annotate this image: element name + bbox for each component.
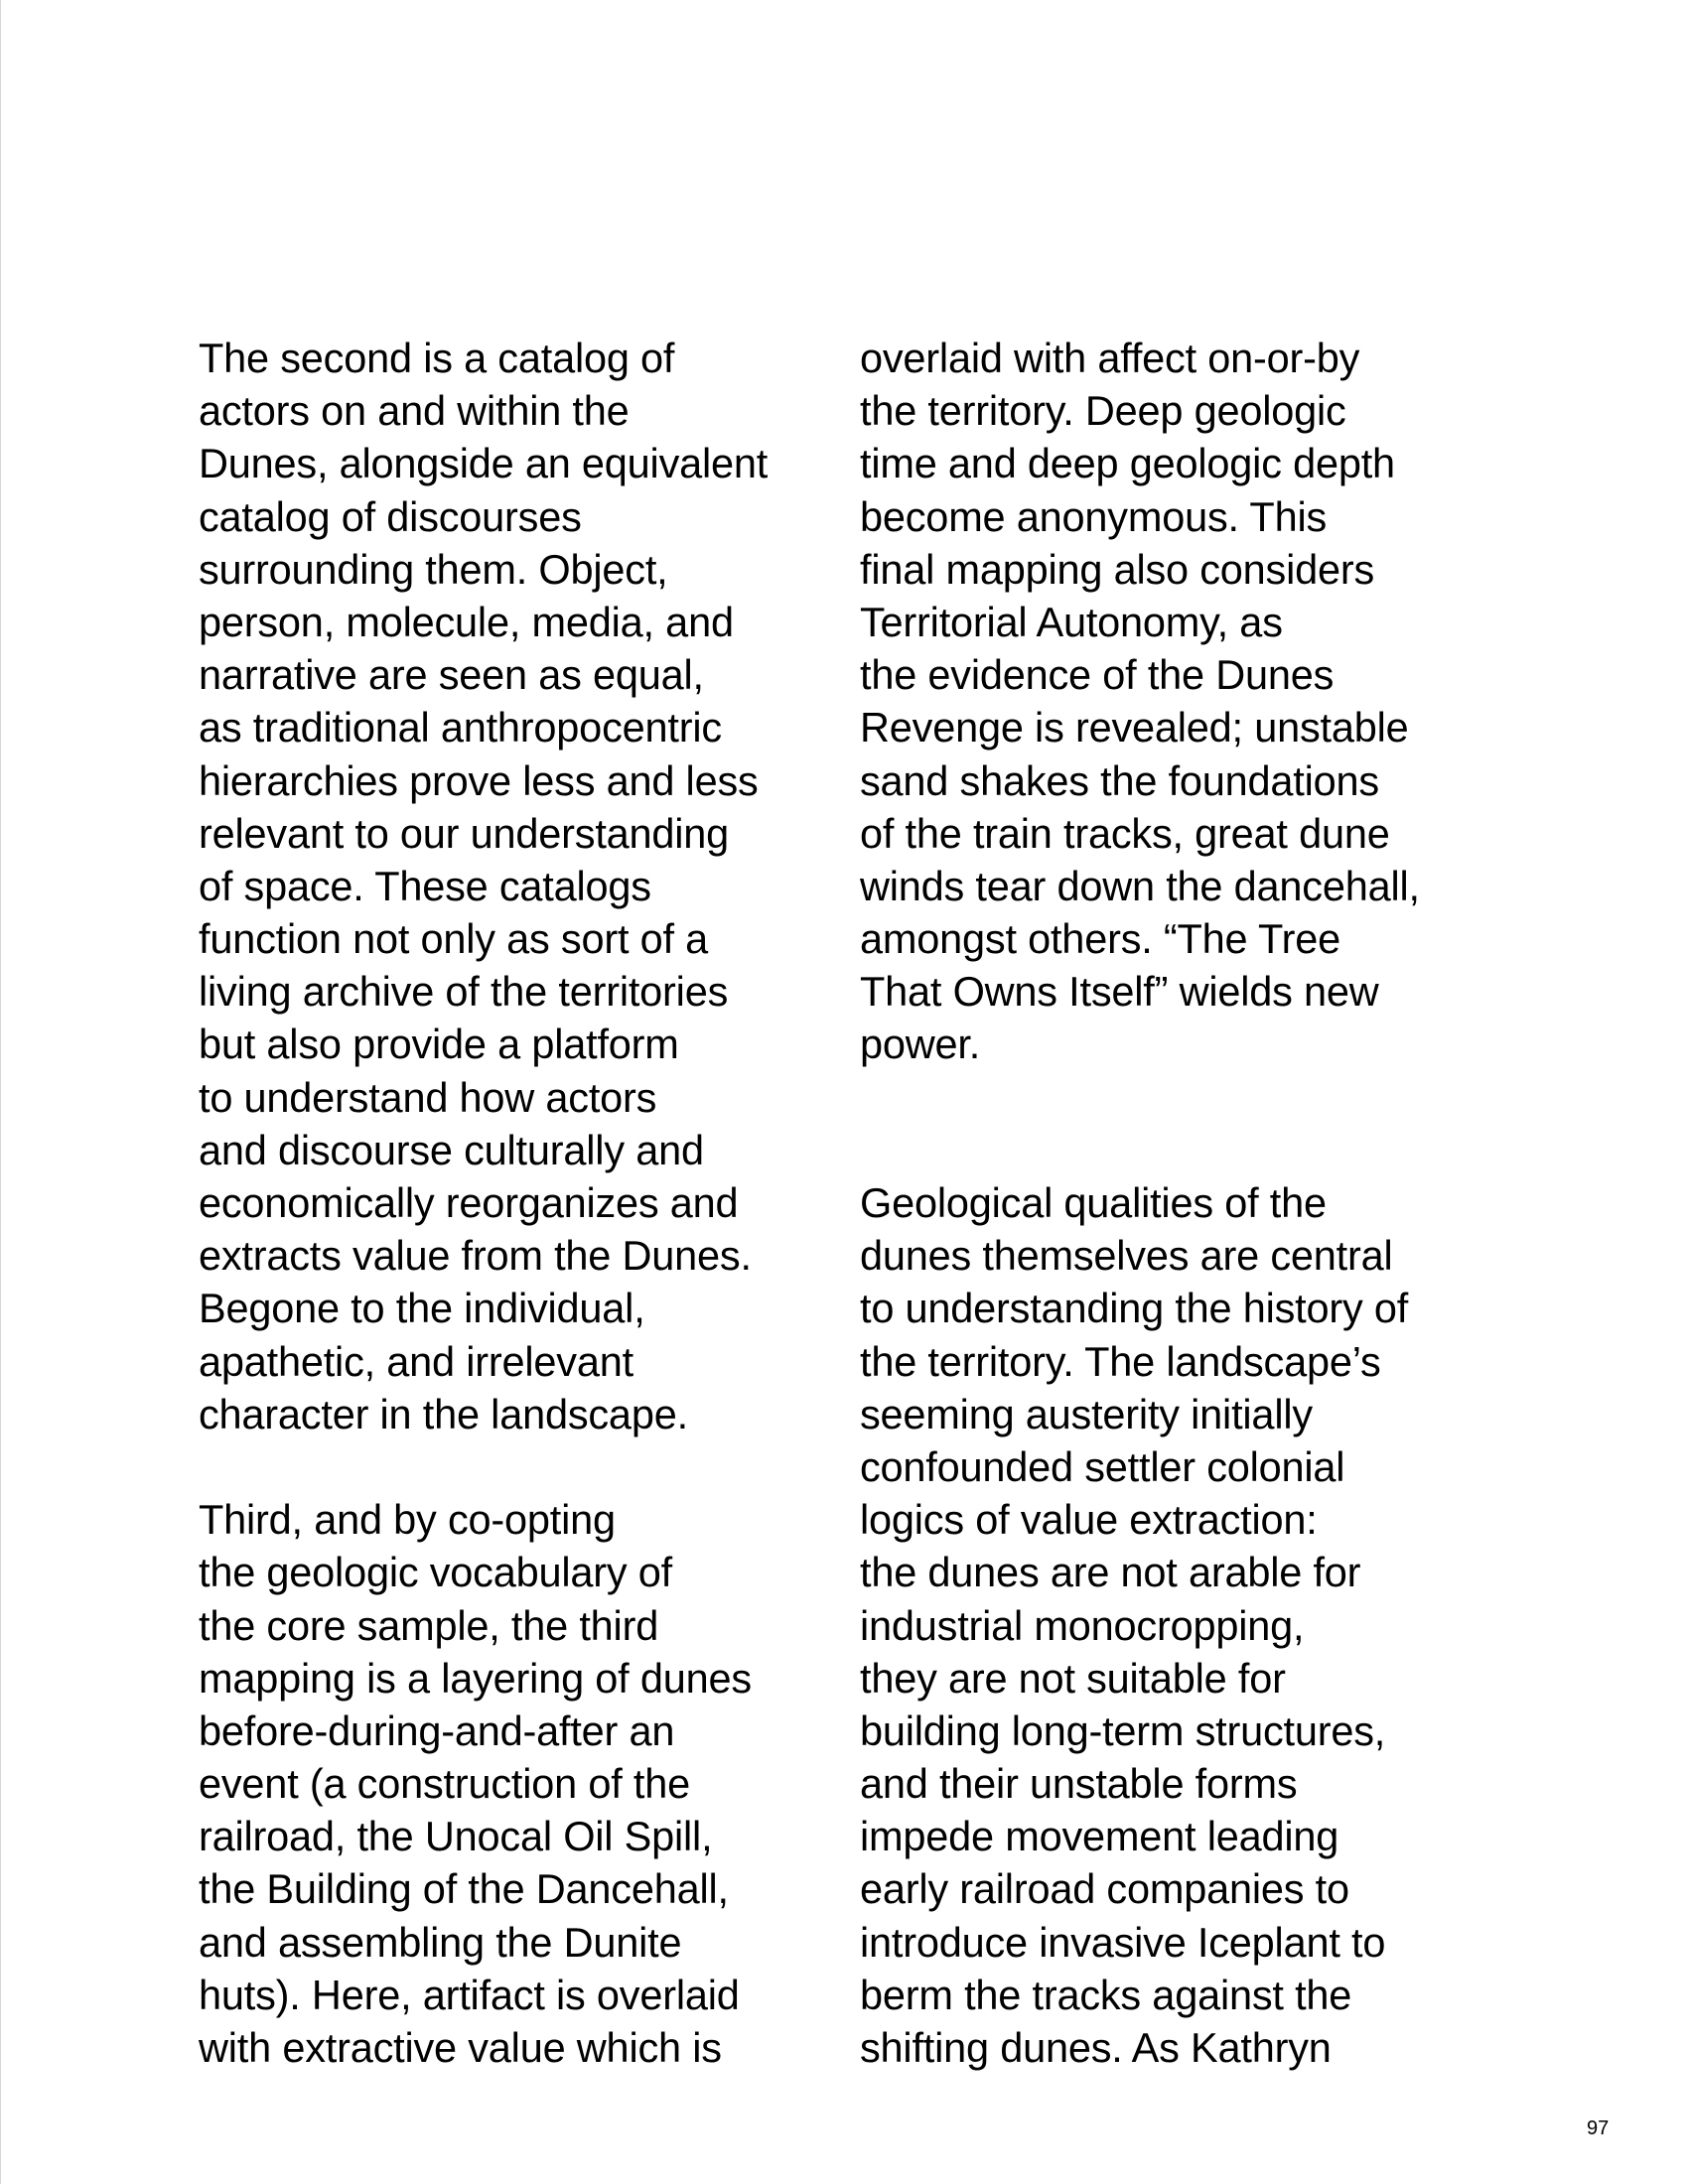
- text-line: early railroad companies to: [860, 1865, 1349, 1913]
- text-line: before-during-and-after an: [199, 1706, 675, 1754]
- text-line: overlaid with affect on-or-by: [860, 335, 1360, 381]
- text-line: the evidence of the Dunes: [860, 651, 1335, 699]
- text-line: huts). Here, artifact is overlaid: [199, 1971, 740, 2018]
- text-line: mapping is a layering of dunes: [199, 1654, 752, 1702]
- text-line: relevant to our understanding: [199, 809, 730, 857]
- text-line: Third, and by co-opting: [199, 1496, 616, 1544]
- right-column: [860, 332, 1495, 2074]
- text-line: The second is a catalog of: [199, 335, 675, 381]
- text-line: the dunes are not arable for: [860, 1549, 1361, 1596]
- text-line: narrative are seen as equal,: [199, 651, 704, 699]
- text-line: apathetic, and irrelevant: [199, 1337, 633, 1385]
- text-line: character in the landscape.: [199, 1390, 688, 1437]
- text-line: function not only as sort of a: [199, 915, 709, 963]
- text-line: catalog of discourses: [199, 492, 582, 540]
- text-line: final mapping also considers: [860, 545, 1375, 593]
- text-line: surrounding them. Object,: [199, 545, 668, 593]
- paragraph-spacer: [860, 1071, 1495, 1176]
- text-line: actors on and within the: [199, 387, 630, 435]
- text-line: railroad, the Unocal Oil Spill,: [199, 1813, 713, 1860]
- text-line: but also provide a platform: [199, 1021, 679, 1068]
- text-line: and assembling the Dunite: [199, 1918, 682, 1966]
- text-line: person, molecule, media, and: [199, 598, 734, 645]
- text-line: with extractive value which is: [199, 2024, 722, 2071]
- right-paragraph-affect: [860, 332, 1495, 1071]
- text-line: Begone to the individual,: [199, 1285, 645, 1332]
- left-column: [199, 332, 834, 2074]
- text-line: event (a construction of the: [199, 1760, 690, 1808]
- text-line: berm the tracks against the: [860, 1971, 1352, 2018]
- page-edge-line: [0, 0, 1, 2184]
- text-line: the Building of the Dancehall,: [199, 1865, 729, 1913]
- text-line: amongst others. “The Tree: [860, 915, 1341, 963]
- text-line: That Owns Itself” wields new: [860, 968, 1379, 1016]
- text-line: winds tear down the dancehall,: [860, 862, 1420, 909]
- text-line: Revenge is revealed; unstable: [860, 704, 1409, 751]
- text-line: the territory. The landscape’s: [860, 1337, 1381, 1385]
- text-line: power.: [860, 1021, 981, 1068]
- text-line: of space. These catalogs: [199, 862, 651, 909]
- paragraph-spacer: [199, 1440, 834, 1493]
- text-line: time and deep geologic depth: [860, 440, 1395, 487]
- right-paragraph-geological: [860, 1176, 1495, 2074]
- left-paragraph-third-mapping: [199, 1493, 834, 2074]
- text-line: Territorial Autonomy, as: [860, 598, 1283, 645]
- text-line: extracts value from the Dunes.: [199, 1232, 752, 1280]
- text-line: confounded settler colonial: [860, 1442, 1345, 1490]
- left-paragraph-catalog: [199, 332, 834, 1440]
- text-line: the territory. Deep geologic: [860, 387, 1346, 435]
- text-line: to understanding the history of: [860, 1285, 1409, 1332]
- text-line: Geological qualities of the: [860, 1179, 1327, 1227]
- text-line: hierarchies prove less and less: [199, 756, 759, 804]
- text-line: impede movement leading: [860, 1813, 1339, 1860]
- text-line: Dunes, alongside an equivalent: [199, 440, 769, 487]
- page-number: 97: [1587, 2117, 1610, 2139]
- text-line: industrial monocropping,: [860, 1601, 1305, 1649]
- text-line: seeming austerity initially: [860, 1390, 1313, 1437]
- text-line: economically reorganizes and: [199, 1179, 739, 1226]
- text-line: building long-term structures,: [860, 1706, 1386, 1754]
- text-line: sand shakes the foundations: [860, 756, 1379, 804]
- text-line: and discourse culturally and: [199, 1126, 704, 1173]
- text-line: of the train tracks, great dune: [860, 809, 1390, 857]
- text-line: the core sample, the third: [199, 1601, 659, 1649]
- text-line: logics of value extraction:: [860, 1496, 1318, 1544]
- text-line: introduce invasive Iceplant to: [860, 1918, 1386, 1966]
- text-line: the geologic vocabulary of: [199, 1549, 672, 1596]
- text-line: as traditional anthropocentric: [199, 704, 722, 751]
- text-line: to understand how actors: [199, 1073, 657, 1121]
- text-line: dunes themselves are central: [860, 1232, 1393, 1280]
- text-line: shifting dunes. As Kathryn: [860, 2024, 1332, 2072]
- text-line: and their unstable forms: [860, 1760, 1298, 1808]
- text-line: living archive of the territories: [199, 968, 729, 1016]
- text-line: become anonymous. This: [860, 492, 1328, 540]
- text-line: they are not suitable for: [860, 1654, 1286, 1702]
